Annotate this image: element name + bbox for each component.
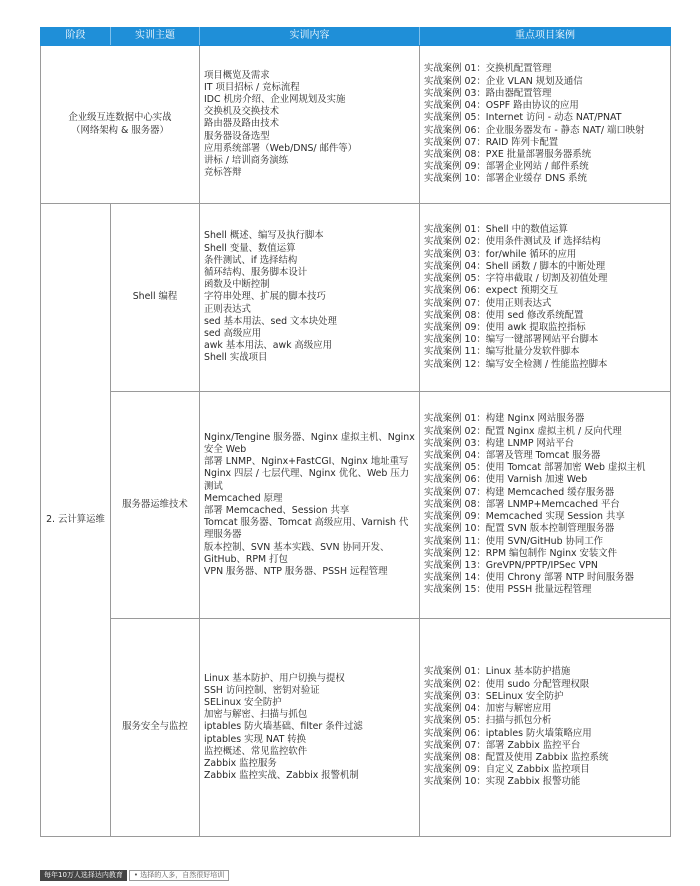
content-item: 路由器及路由技术 <box>204 118 280 130</box>
case-item: 实战案例 03：构建 LNMP 网站平台 <box>424 437 574 449</box>
content-item: 应用系统部署（Web/DNS/ 邮件等） <box>204 142 358 154</box>
content-item: Shell 变量、数值运算 <box>204 242 296 254</box>
content-shell <box>200 204 420 392</box>
content-item: Zabbix 监控实战、Zabbix 报警机制 <box>204 770 359 782</box>
case-item: 实战案例 06：企业服务器发布 - 静态 NAT/ 端口映射 <box>424 124 645 136</box>
case-item: 实战案例 09：Memcached 实现 Session 共享 <box>424 511 625 523</box>
curriculum-table <box>40 27 671 837</box>
row-server-ops <box>41 392 671 619</box>
case-item: 实战案例 03：路由器配置管理 <box>424 87 552 99</box>
cases-shell <box>420 204 671 392</box>
case-item: 实战案例 12：编写安全检测 / 性能监控脚本 <box>424 358 608 370</box>
content-item: 部署 Memcached、Session 共享 <box>204 505 350 516</box>
case-item: 实战案例 08：配置及使用 Zabbix 监控系统 <box>424 751 609 763</box>
content-item: 讲标 / 培训商务演练 <box>204 155 289 166</box>
case-item: 实战案例 04：部署及管理 Tomcat 服务器 <box>424 450 601 462</box>
case-item: 实战案例 06：iptables 防火墙策略应用 <box>424 727 592 739</box>
topic-shell: Shell 编程 <box>111 204 200 392</box>
content-item: Linux 基本防护、用户切换与提权 <box>204 672 345 684</box>
case-item: 实战案例 11：编写批量分发软件脚本 <box>424 346 580 358</box>
case-item: 实战案例 04：加密与解密应用 <box>424 703 552 715</box>
case-item: 实战案例 14：使用 Chrony 部署 NTP 时间服务器 <box>424 572 634 584</box>
case-item: 实战案例 02：配置 Nginx 虚拟主机 / 反向代理 <box>424 425 622 437</box>
cases-server-ops <box>420 392 671 619</box>
case-item: 实战案例 06：expect 预期交互 <box>424 285 558 297</box>
header-row <box>41 28 671 46</box>
content-item: iptables 实现 NAT 转换 <box>204 733 307 745</box>
case-item: 实战案例 01：Linux 基本防护措施 <box>424 666 571 678</box>
content-item: 版本控制、SVN 基本实践、SVN 协同开发、GitHub、RPM 打包 <box>204 541 390 565</box>
case-item: 实战案例 13：GreVPN/PPTP/IPSec VPN <box>424 559 598 571</box>
footer-tag: 每年10万人选择达内教育 <box>40 870 127 881</box>
case-item: 实战案例 10：实现 Zabbix 报警功能 <box>424 776 581 788</box>
topic-server-ops: 服务器运维技术 <box>111 392 200 619</box>
content-item: Shell 概述、编写及执行脚本 <box>204 230 324 242</box>
content-datacenter <box>200 46 420 204</box>
content-item: 循环结构、服务脚本设计 <box>204 266 308 278</box>
content-item: sed 高级应用 <box>204 328 262 339</box>
content-item: 条件测试、if 选择结构 <box>204 254 298 266</box>
case-item: 实战案例 05：Internet 访问 - 动态 NAT/PNAT <box>424 112 622 124</box>
case-item: 实战案例 10：配置 SVN 版本控制管理服务器 <box>424 523 615 535</box>
footer-slogan: • 选择的人多，自然很好培训 <box>129 870 229 881</box>
stage-datacenter <box>41 46 200 204</box>
content-item: 项目概览及需求 <box>204 69 270 81</box>
content-item: Shell 实战项目 <box>204 352 268 364</box>
case-item: 实战案例 05：使用 Tomcat 部署加密 Web 虚拟主机 <box>424 462 646 474</box>
cases-datacenter <box>420 46 671 204</box>
content-item: awk 基本用法、awk 高级应用 <box>204 340 333 352</box>
header-stage: 阶段 <box>41 28 111 46</box>
row-datacenter <box>41 46 671 204</box>
content-item: 监控概述、常见监控软件 <box>204 745 308 757</box>
row-security <box>41 619 671 837</box>
cases-security <box>420 619 671 837</box>
content-item: VPN 服务器、NTP 服务器、PSSH 远程管理 <box>204 566 388 578</box>
row-shell <box>41 204 671 392</box>
case-item: 实战案例 10：编写一键部署网站平台脚本 <box>424 334 599 346</box>
case-item: 实战案例 02：企业 VLAN 规划及通信 <box>424 75 583 87</box>
content-item: 字符串处理、扩展的脚本技巧 <box>204 291 326 303</box>
case-item: 实战案例 04：OSPF 路由协议的应用 <box>424 100 579 112</box>
content-item: 正则表达式 <box>204 303 251 315</box>
content-item: Tomcat 服务器、Tomcat 高级应用、Varnish 代理服务器 <box>204 517 409 541</box>
case-item: 实战案例 04：Shell 函数 / 脚本的中断处理 <box>424 260 606 272</box>
content-item: 部署 LNMP、Nginx+FastCGI、Nginx 地址重写 <box>204 456 409 468</box>
content-item: 函数及中断控制 <box>204 279 270 291</box>
case-item: 实战案例 07：RAID 阵列卡配置 <box>424 136 559 148</box>
case-item: 实战案例 08：PXE 批量部署服务器系统 <box>424 148 592 160</box>
topic-security: 服务安全与监控 <box>111 619 200 837</box>
case-item: 实战案例 07：使用正则表达式 <box>424 297 552 309</box>
content-security <box>200 619 420 837</box>
case-item: 实战案例 15：使用 PSSH 批量远程管理 <box>424 584 592 596</box>
content-item: Nginx/Tengine 服务器、Nginx 虚拟主机、Nginx 安全 Web <box>204 431 415 455</box>
content-item: sed 基本用法、sed 文本块处理 <box>204 315 337 327</box>
content-item: 竞标答辩 <box>204 167 242 179</box>
case-item: 实战案例 11：使用 SVN/GitHub 协同工作 <box>424 535 604 547</box>
case-item: 实战案例 09：自定义 Zabbix 监控项目 <box>424 764 590 776</box>
header-topic: 实训主题 <box>111 28 200 46</box>
content-item: Nginx 四层 / 七层代理、Nginx 优化、Web 压力测试 <box>204 468 410 492</box>
stage-subtitle: （网络架构 & 服务器） <box>71 124 169 136</box>
content-item: SELinux 安全防护 <box>204 696 282 708</box>
header-cases: 重点项目案例 <box>420 28 671 46</box>
case-item: 实战案例 05：字符串截取 / 切割及初值处理 <box>424 273 608 285</box>
content-item: SSH 访问控制、密钥对验证 <box>204 684 320 696</box>
case-item: 实战案例 08：部署 LNMP+Memcached 平台 <box>424 498 620 510</box>
footer <box>40 870 229 881</box>
case-item: 实战案例 05：扫描与抓包分析 <box>424 715 552 727</box>
case-item: 实战案例 09：部署企业网站 / 邮件系统 <box>424 161 589 173</box>
case-item: 实战案例 12：RPM 编包制作 Nginx 安装文件 <box>424 547 618 559</box>
case-item: 实战案例 06：使用 Varnish 加速 Web <box>424 474 588 486</box>
content-item: 服务器设备选型 <box>204 130 270 142</box>
case-item: 实战案例 01：交换机配置管理 <box>424 63 552 75</box>
stage-title: 企业级互连数据中心实战 <box>68 112 172 124</box>
case-item: 实战案例 01：构建 Nginx 网站服务器 <box>424 413 585 425</box>
case-item: 实战案例 02：使用条件测试及 if 选择结构 <box>424 236 601 248</box>
header-content: 实训内容 <box>200 28 420 46</box>
content-item: Zabbix 监控服务 <box>204 758 277 769</box>
content-item: IDC 机房介绍、企业网规划及实施 <box>204 93 346 105</box>
content-item: IT 项目招标 / 竞标流程 <box>204 81 300 93</box>
case-item: 实战案例 01：Shell 中的数值运算 <box>424 224 568 236</box>
content-item: 交换机及交换技术 <box>204 106 280 118</box>
case-item: 实战案例 07：部署 Zabbix 监控平台 <box>424 739 581 751</box>
content-item: Memcached 原理 <box>204 492 283 504</box>
case-item: 实战案例 10：部署企业缓存 DNS 系统 <box>424 173 587 185</box>
case-item: 实战案例 09：使用 awk 提取监控指标 <box>424 321 586 333</box>
case-item: 实战案例 08：使用 sed 修改系统配置 <box>424 309 584 321</box>
content-server-ops <box>200 392 420 619</box>
content-item: 加密与解密、扫描与抓包 <box>204 709 308 721</box>
case-item: 实战案例 03：SELinux 安全防护 <box>424 690 564 702</box>
content-item: iptables 防火墙基础、filter 条件过滤 <box>204 721 363 733</box>
case-item: 实战案例 03：for/while 循环的应用 <box>424 248 577 260</box>
case-item: 实战案例 07：构建 Memcached 缓存服务器 <box>424 486 615 498</box>
case-item: 实战案例 02：使用 sudo 分配管理权限 <box>424 678 590 690</box>
stage-cloud-ops: 2. 云计算运维 <box>41 204 111 837</box>
